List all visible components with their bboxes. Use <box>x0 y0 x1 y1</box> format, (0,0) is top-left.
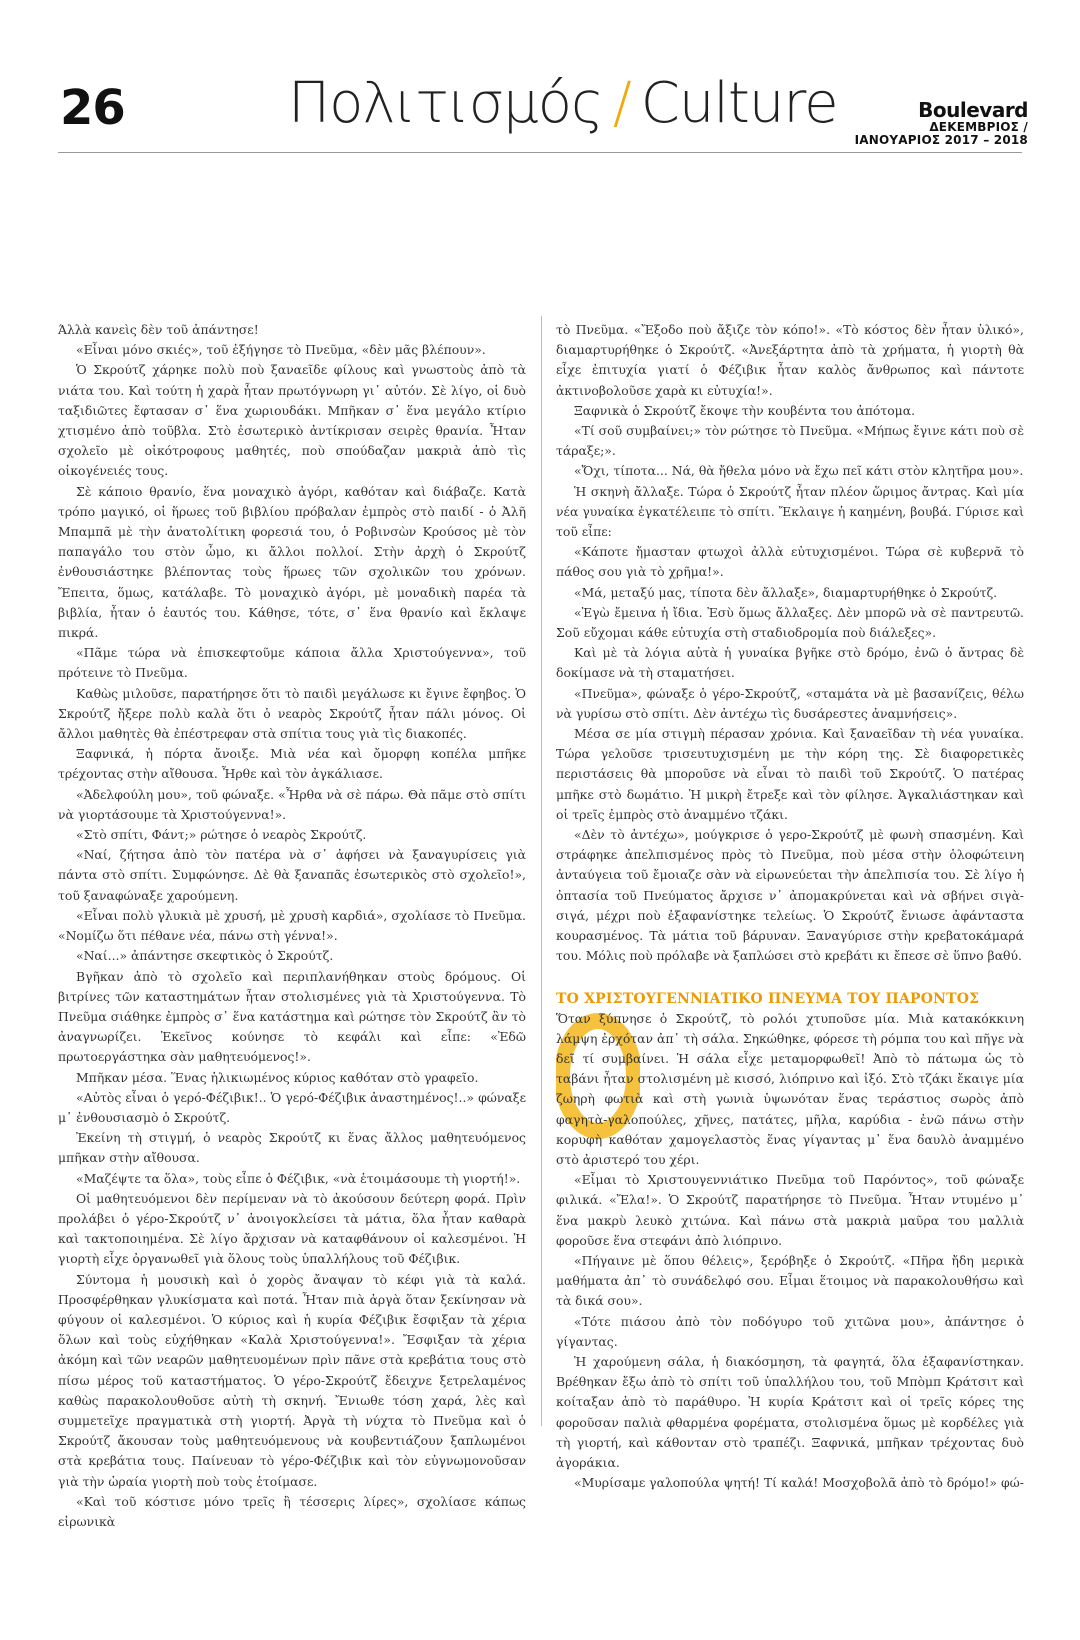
paragraph: Άλλὰ κανεὶς δὲν τοῦ ἀπάντησε! <box>58 322 259 337</box>
article-column-left <box>58 320 526 1532</box>
paragraph: Σὲ κάποιο θρανίο, ἕνα μοναχικὸ ἀγόρι, καθόταν καὶ διάβαζε. Κατὰ τρόπο μαγικό, οἱ ἥρωες τοῦ βιβλίου πρόβαλαν ἐμπρὸς στὸ παιδί - ὁ Ἀλῆ Μπαμπᾶ μὲ τὴν ἀνατολίτικη φορεσιά του, ὁ Ροβινσὼν Κρούσος μὲ τὸν παπαγάλο του στὸν ὦμο, κι ἄλλοι πολλοί. Στὴν ἀρχὴ ὁ Σκρούτζ ἐνθουσιάστηκε βλέποντας τοὺς ἥρωες τῶν σχολικῶν του χρόνων. Ἔπειτα, ὅμως, κατάλαβε. Τὸ μοναχικὸ ἀγόρι, μὲ μοναδικὴ παρέα τὰ βιβλία, ἦταν ὁ ἑαυτός του. Κάθησε, τότε, σ᾽ ἕνα θρανίο καὶ ἔκλαψε πικρά. <box>58 483 526 641</box>
paragraph: «Τότε πιάσου ἀπὸ τὸν ποδόγυρο τοῦ χιτῶνα μου», ἀπάντησε ὁ γίγαντας. <box>556 1313 1024 1349</box>
paragraph: Καὶ μὲ τὰ λόγια αὐτὰ ἡ γυναίκα βγῆκε στὸ δρόμο, ἐνῶ ὁ ἄντρας δὲ δοκίμασε νὰ τὴ σταματήσει. <box>556 645 1024 681</box>
paragraph: τὸ Πνεῦμα. «Ἔξοδο ποὺ ἄξιζε τὸν κόπο!». «Τὸ κόστος δὲν ἦταν ὑλικό», διαμαρτυρήθηκε ὁ Σκρούτζ. «Ἀνεξάρτητα ἀπὸ τὰ χρήματα, ἡ γιορτὴ θὰ εἶχε ἐπιτυχία γιατί ὁ Φέζιβικ ἦταν καλὸς ἄνθρωπος καὶ πάντοτε ἀκτινοβολοῦσε χαρὰ κι εὐτυχία!». <box>556 322 1024 398</box>
paragraph: «Μαζέψτε τα ὅλα», τοὺς εἶπε ὁ Φέζιβικ, «νὰ ἑτοιμάσουμε τὴ γιορτή!». <box>76 1170 521 1186</box>
paragraph: «Δὲν τὸ ἀντέχω», μούγκρισε ὁ γερο-Σκρούτζ μὲ φωνὴ σπασμένη. Καὶ στράφηκε ἀπελπισμένος πρὸς τὸ Πνεῦμα, ποὺ μέσα στὴν ὁλοφώτεινη ἀνταύγεια τοῦ ἔμοιαζε σὰν νὰ εἰρωνεύεται τὴν ἀπελπισία του. Σὲ λίγο ἡ ὀπτασία τοῦ Πνεύματος ἄρχισε ν᾽ ἀπομακρύνεται καὶ νὰ σβήνει σιγὰ-σιγά, μέχρι ποὺ ἐξαφανίστηκε τελείως. Ὁ Σκρούτζ ἔνιωσε ἀφάνταστα κουρασμένος. Τὰ μάτια τοῦ βάρυναν. Ξαναγύρισε στὴν κρεβατοκάμαρά του. Μόλις ποὺ πρόλαβε νὰ ξαπλώσει στὸ κρεβάτι κι ἔπεσε σὲ ὕπνο βαθύ. <box>556 827 1024 964</box>
section-subheading: ΤΟ ΧΡΙΣΤΟΥΓΕΝΝΙΑΤΙΚΟ ΠΝΕΥΜΑ ΤΟΥ ΠΑΡΟΝΤΟΣ <box>556 990 980 1007</box>
paragraph: «Αὐτὸς εἶναι ὁ γερό-Φέζιβικ!.. Ὁ γερό-Φέζιβικ ἀναστημένος!..» φώναξε μ᾽ ἐνθουσιασμὸ ὁ Σκρούτζ. <box>58 1089 526 1125</box>
page-number: 26 <box>60 80 125 136</box>
paragraph: «Στὸ σπίτι, Φάντ;» ρώτησε ὁ νεαρὸς Σκρούτζ. <box>76 827 367 843</box>
paragraph: Ἡ σκηνὴ ἄλλαξε. Τώρα ὁ Σκρούτζ ἦταν πλέον ὥριμος ἄντρας. Καὶ μία νέα γυναίκα ἐγκατέλειπε τὸ σπίτι. Ἔκλαιγε ἡ καημένη, βουβά. Γύρισε καὶ τοῦ εἶπε: <box>556 483 1024 540</box>
paragraph: Ὅταν ξύπνησε ὁ Σκρούτζ, τὸ ρολόι χτυποῦσε μία. Μιὰ κατακόκκινη λάμψη ἐρχόταν ἀπ᾽ τὴ σάλα. Σηκώθηκε, φόρεσε τὴ ρόμπα του καὶ πῆγε νὰ δεῖ τί συμβαίνει. Ἡ σάλα εἶχε μεταμορφωθεῖ! Ἀπὸ τὸ πάτωμα ὡς τὸ ταβάνι ἦταν στολισμένη μὲ κισσό, λιόπρινο καὶ ἰξό. Στὸ τζάκι ἔκαιγε μία ζωηρὴ φωτιὰ καὶ στὴ γωνιὰ ὑψωνόταν ἕνας τεράστιος σωρὸς ἀπὸ φαγητὰ-γαλοπούλες, χῆνες, πατάτες, μῆλα, καρύδια - ἐνῶ πάνω στὴν κορυφὴ καθόταν χαμογελαστὸς ἕνας γίγαντας μ᾽ ἕνα δαυλὸ ἀναμμένο στὸ ἀριστερό του χέρι. <box>556 1010 1024 1167</box>
paragraph: Βγῆκαν ἀπὸ τὸ σχολεῖο καὶ περιπλανήθηκαν στοὺς δρόμους. Οἱ βιτρίνες τῶν καταστημάτων ἦταν στολισμένες γιὰ τὰ Χριστούγεννα. Τὸ Πνεῦμα σιάθηκε ἐμπρὸς σ᾽ ἕνα κατάστημα καὶ ρώτησε τὸν Σκρούτζ ἂν τὸ ἀναγνωρίζει. Ἐκεῖνος κούνησε τὸ κεφάλι καὶ εἶπε: «Ἐδῶ πρωτοεργάστηκα σὰν μαθητευόμενος!». <box>58 968 526 1065</box>
section-title-separator: / <box>612 71 631 136</box>
header-divider <box>58 152 1022 153</box>
paragraph: Μπῆκαν μέσα. Ἕνας ἡλικιωμένος κύριος καθόταν στὸ γραφεῖο. <box>76 1069 479 1085</box>
section-title <box>288 71 838 136</box>
paragraph: Μέσα σε μία στιγμὴ πέρασαν χρόνια. Καὶ ξαναεῖδαν τὴ νέα γυναίκα. Τώρα γελοῦσε τρισευτυχισμένη με τὴν κόρη της. Σὲ διαφορετικὲς περιστάσεις θὰ μποροῦσε νὰ εἶναι τὸ παιδὶ τοῦ Σκρούτζ. Ὁ πατέρας μπῆκε στὸ δωμάτιο. Ἡ μικρὴ ἔτρεξε καὶ τὸν φίλησε. Ἀγκαλιάστηκαν καὶ οἱ τρεῖς ἐμπρὸς στὸ ἀναμμένο τζάκι. <box>556 726 1024 822</box>
paragraph: Οἱ μαθητευόμενοι δὲν περίμεναν νὰ τὸ ἀκούσουν δεύτερη φορά. Πρὶν προλάβει ὁ γέρο-Σκρούτζ ν᾽ ἀνοιγοκλείσει τὰ μάτια, ὅλα ἦταν καθαρὰ καὶ τακτοποιημένα. Σὲ λίγο ἄρχισαν νὰ καταφθάνουν οἱ καλεσμένοι. Ἡ γιορτὴ εἶχε ὀργανωθεῖ γιὰ ὅλους τοὺς ὑπαλλήλους τοῦ Φέζιβικ. <box>58 1190 526 1267</box>
paragraph: Ὁ Σκρούτζ χάρηκε πολὺ ποὺ ξαναεῖδε φίλους καὶ γνωστοὺς ἀπὸ τὰ νιάτα του. Καὶ τούτη ἡ χαρὰ ἦταν πρωτόγνωρη γι᾽ αὐτόν. Σὲ λίγο, οἱ δυὸ ταξιδιῶτες ἔφτασαν σ᾽ ἕνα χωριουδάκι. Μπῆκαν σ᾽ ἕνα μεγάλο κτίριο χτισμένο ἀπὸ τοῦβλα. Στὸ ἐσωτερικὸ ἀντίκρισαν σειρὲς θρανία. Ἦταν σχολεῖο μὲ οἰκότροφους μαθητές, ποὺ σπούδαζαν μακριὰ ἀπὸ τὶς οἰκογένειές τους. <box>58 362 526 479</box>
magazine-brand: Boulevard <box>918 98 1028 122</box>
paragraph: «Καὶ τοῦ κόστισε μόνο τρεῖς ἢ τέσσερις λίρες», σχολίασε κάπως εἰρωνικὰ <box>58 1493 526 1529</box>
paragraph: «Τί σοῦ συμβαίνει;» τὸν ρώτησε τὸ Πνεῦμα. «Μήπως ἔγινε κάτι ποὺ σὲ τάραξε;». <box>556 423 1024 459</box>
paragraph: «Πᾶμε τώρα νὰ ἐπισκεφτοῦμε κάποια ἄλλα Χριστούγεννα», τοῦ πρότεινε τὸ Πνεῦμα. <box>58 645 526 681</box>
paragraph: «Ἀδελφούλη μου», τοῦ φώναξε. «Ἦρθα νὰ σὲ πάρω. Θὰ πᾶμε στὸ σπίτι νὰ γιορτάσουμε τὰ Χριστούγεννα!». <box>58 786 526 822</box>
paragraph: «Εἶναι πολὺ γλυκιὰ μὲ χρυσή, μὲ χρυσὴ καρδιά», σχολίασε τὸ Πνεῦμα. «Νομίζω ὅτι πέθανε νέα, πάνω στὴ γέννα!». <box>58 907 526 944</box>
masthead <box>855 100 1028 146</box>
paragraph: Ἡ χαρούμενη σάλα, ἡ διακόσμηση, τὰ φαγητά, ὅλα ἐξαφανίστηκαν. Βρέθηκαν ἔξω ἀπὸ τὸ σπίτι τοῦ ὑπαλλήλου του, τοῦ Μπὸμπ Κράτσιτ καὶ κοίταξαν ἀπὸ τὸ παράθυρο. Ἡ κυρία Κράτσιτ καὶ οἱ τρεῖς κόρες της φοροῦσαν παλιὰ φθαρμένα φορέματα, στολισμένα ὅμως μὲ κορδέλες γιὰ τὴ γιορτή, καὶ κάθονταν στὸ τραπέζι. Ξαφνικά, μπῆκαν τρέχοντας δυὸ ἀγοράκια. <box>556 1353 1024 1470</box>
paragraph: «Πήγαινε μὲ ὅπου θέλεις», ξερόβηξε ὁ Σκρούτζ. «Πῆρα ἤδη μερικὰ μαθήματα ἀπ᾽ τὸ συνάδελφό σου. Εἶμαι ἕτοιμος νὰ παρακολουθήσω καὶ τὰ δικά σου». <box>556 1252 1024 1309</box>
paragraph: «Μυρίσαμε γαλοπούλα ψητή! Τί καλά! Μοσχοβολᾶ ἀπὸ τὸ δρόμο!» φώ- <box>574 1475 1024 1491</box>
column-divider <box>541 316 542 1426</box>
section-title-english: Culture <box>640 71 838 136</box>
issue-date-line-1: ΔΕΚΕΜΒΡΙΟΣ / <box>929 120 1028 134</box>
section-body <box>556 1009 1024 1494</box>
paragraph: «Εἶναι μόνο σκιές», τοῦ ἐξήγησε τὸ Πνεῦμα, «δὲν μᾶς βλέπουν». <box>76 342 486 358</box>
paragraph: Καθὼς μιλοῦσε, παρατήρησε ὅτι τὸ παιδὶ μεγάλωσε κι ἔγινε ἔφηβος. Ὁ Σκρούτζ ἤξερε πολὺ καλὰ ὅτι ὁ νεαρὸς Σκρούτζ ἦταν πάλι μόνος. Οἱ ἄλλοι μαθητὲς θὰ ἐπέστρεφαν στὰ σπίτια τους γιὰ τὶς διακοπές. <box>58 685 526 742</box>
paragraph: Ξαφνικὰ ὁ Σκρούτζ ἔκοψε τὴν κουβέντα του ἀπότομα. <box>574 402 916 418</box>
paragraph: «Ναί...» ἀπάντησε σκεφτικὸς ὁ Σκρούτζ. <box>76 948 334 964</box>
paragraph: «Πνεῦμα», φώναξε ὁ γέρο-Σκρούτζ, «σταμάτα νὰ μὲ βασανίζεις, θέλω νὰ γυρίσω στὸ σπίτι. Δὲν ἀντέχω τὶς δυσάρεστες ἀναμνήσεις». <box>556 685 1024 721</box>
paragraph: «Εἶμαι τὸ Χριστουγεννιάτικο Πνεῦμα τοῦ Παρόντος», τοῦ φώναξε φιλικά. «Ἔλα!». Ὁ Σκρούτζ παρατήρησε τὸ Πνεῦμα. Ἦταν ντυμένο μ᾽ ἕνα μακρὺ λευκὸ χιτώνα. Καὶ πάνω στὰ μακριὰ μαῦρα του μαλλιὰ φοροῦσε ἕνα στεφάνι ἀπὸ λιόπρινο. <box>556 1172 1024 1248</box>
paragraph: Σύντομα ἡ μουσικὴ καὶ ὁ χορὸς ἄναψαν τὸ κέφι γιὰ τὰ καλά. Προσφέρθηκαν γλυκίσματα καὶ ποτά. Ἦταν πιὰ ἀργὰ ὅταν ξεκίνησαν νὰ φύγουν οἱ καλεσμένοι. Ὁ κύριος καὶ ἡ κυρία Φέζιβικ ἔσφιξαν τὰ χέρια ὅλων καὶ τοὺς εὐχήθηκαν «Καλὰ Χριστούγεννα!». Ἔσφιξαν τὰ χέρια ἀκόμη καὶ τῶν νεαρῶν μαθητευομένων πρὶν πᾶνε στὰ κρεβάτια τους στὸ πίσω μέρος τοῦ καταστήματος. Ὁ γέρο-Σκρούτζ ἔδειχνε ξετρελαμένος καθὼς παρακολουθοῦσε αὐτὴ τὴ σκηνή. Ἔνιωθε τόση χαρά, λὲς καὶ συμμετεῖχε πραγματικὰ στὴ γιορτή. Ἀργὰ τὴ νύχτα τὸ Πνεῦμα καὶ ὁ Σκρούτζ ἄκουσαν τοὺς μαθητευόμενους νὰ κουβεντιάζουν ξαπλωμένοι στὰ κρεβάτια τους. Παίνευαν τὸ γέρο-Φέζιβικ καὶ τὸν εὐγνωμονοῦσαν γιὰ τὴν ὡραία γιορτὴ ποὺ τοὺς ἑτοίμασε. <box>58 1271 526 1489</box>
paragraph: «Μά, μεταξύ μας, τίποτα δὲν ἄλλαξε», διαμαρτυρήθηκε ὁ Σκρούτζ. <box>574 584 998 600</box>
paragraph: Ἐκείνη τὴ στιγμή, ὁ νεαρὸς Σκρούτζ κι ἕνας ἄλλος μαθητευόμενος μπῆκαν στὴν αἴθουσα. <box>58 1130 526 1166</box>
paragraph: «Ἐγὼ ἔμεινα ἡ ἴδια. Ἐσὺ ὅμως ἄλλαξες. Δὲν μπορῶ νὰ σὲ παντρευτῶ. Σοῦ εὔχομαι κάθε εὐτυχία στὴ σταδιοδρομία ποὺ διάλεξες». <box>556 604 1024 641</box>
paragraph: «Κάποτε ἤμασταν φτωχοὶ ἀλλὰ εὐτυχισμένοι. Τώρα σὲ κυβερνᾶ τὸ πάθος σου γιὰ τὸ χρῆμα!». <box>556 544 1024 580</box>
paragraph: Ξαφνικά, ἡ πόρτα ἄνοιξε. Μιὰ νέα καὶ ὄμορφη κοπέλα μπῆκε τρέχοντας στὴν αἴθουσα. Ἦρθε καὶ τὸν ἀγκάλιασε. <box>58 746 526 782</box>
paragraph: «Ναί, ζήτησα ἀπὸ τὸν πατέρα νὰ σ᾽ ἀφήσει νὰ ξαναγυρίσεις γιὰ πάντα στὸ σπίτι. Συμφώνησε. Δὲ θὰ ξαναπᾶς ἐσωτερικὸς στὸ σχολεῖο!», τοῦ ξαναφώναξε χαρούμενη. <box>58 847 526 903</box>
article-column-right <box>556 320 1024 1493</box>
section-title-greek: Πολιτισμός <box>288 71 603 136</box>
paragraph: «Ὄχι, τίποτα... Νά, θὰ ἤθελα μόνο νὰ ἔχω πεῖ κάτι στὸν κλητῆρα μου». <box>574 463 1024 479</box>
issue-date-line-2: ΙΑΝΟΥΑΡΙΟΣ 2017 – 2018 <box>854 132 1028 147</box>
